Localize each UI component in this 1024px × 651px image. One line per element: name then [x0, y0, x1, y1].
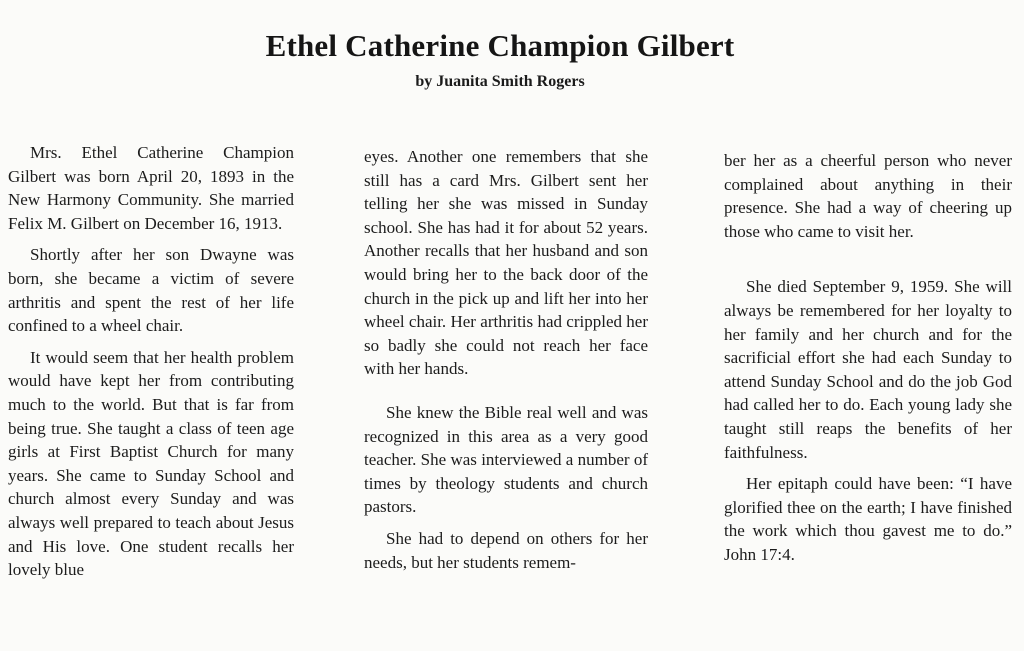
column-2-paragraph-2: She knew the Bible real well and was recognized in this area as a very good teacher. She was interviewed a number of times by theology students and church pastors. [364, 402, 648, 517]
article-byline: by Juanita Smith Rogers [415, 73, 585, 90]
column-1-paragraph-1: Mrs. Ethel Catherine Champion Gilbert was born April 20, 1893 in the New Harmony Community. She married Felix M. Gilbert on December 16, 1913. [8, 143, 294, 233]
column-2-paragraph-3: She had to depend on others for her needs, but her students remem- [364, 528, 648, 572]
article-column-3 [724, 149, 1012, 567]
article-title: Ethel Catherine Champion Gilbert [265, 28, 735, 63]
column-3-paragraph-1: ber her as a cheerful person who never complained about anything in their presence. She had a way of cheering up those who came to visit her. [724, 151, 1012, 241]
column-1-paragraph-3: It would seem that her health problem would have kept her from contributing much to the world. But that is far from being true. She taught a class of teen age girls at First Baptist Church for many years. She came to Sunday School and church almost every Sunday and was always well prepared to teach about Jesus and His love. One student recalls her lovely blue [8, 347, 294, 580]
column-1-paragraph-2: Shortly after her son Dwayne was born, she became a victim of severe arthritis and spent the rest of her life confined to a wheel chair. [8, 245, 294, 336]
article-column-2 [364, 145, 648, 574]
column-3-paragraph-3: Her epitaph could have been: “I have glorified thee on the earth; I have finished the work which thou gavest me to do.” John 17:4. [724, 474, 1012, 564]
column-3-paragraph-2: She died September 9, 1959. She will always be remembered for her loyalty to her family and her church and for the sacrificial effort she had each Sunday to attend Sunday School and do the job God had called her to do. Each young lady she taught still reaps the benefits of her faithfulness. [724, 277, 1012, 462]
article-column-1 [8, 141, 294, 582]
column-2-paragraph-1: eyes. Another one remembers that she still has a card Mrs. Gilbert sent her telling her she was missed in Sunday school. She has had it for about 52 years. Another recalls that her husband and son would bring her to the back door of the church in the pick up and lift her into her wheel chair. Her arthritis had crippled her so badly she could not reach her face with her hands. [364, 147, 648, 379]
